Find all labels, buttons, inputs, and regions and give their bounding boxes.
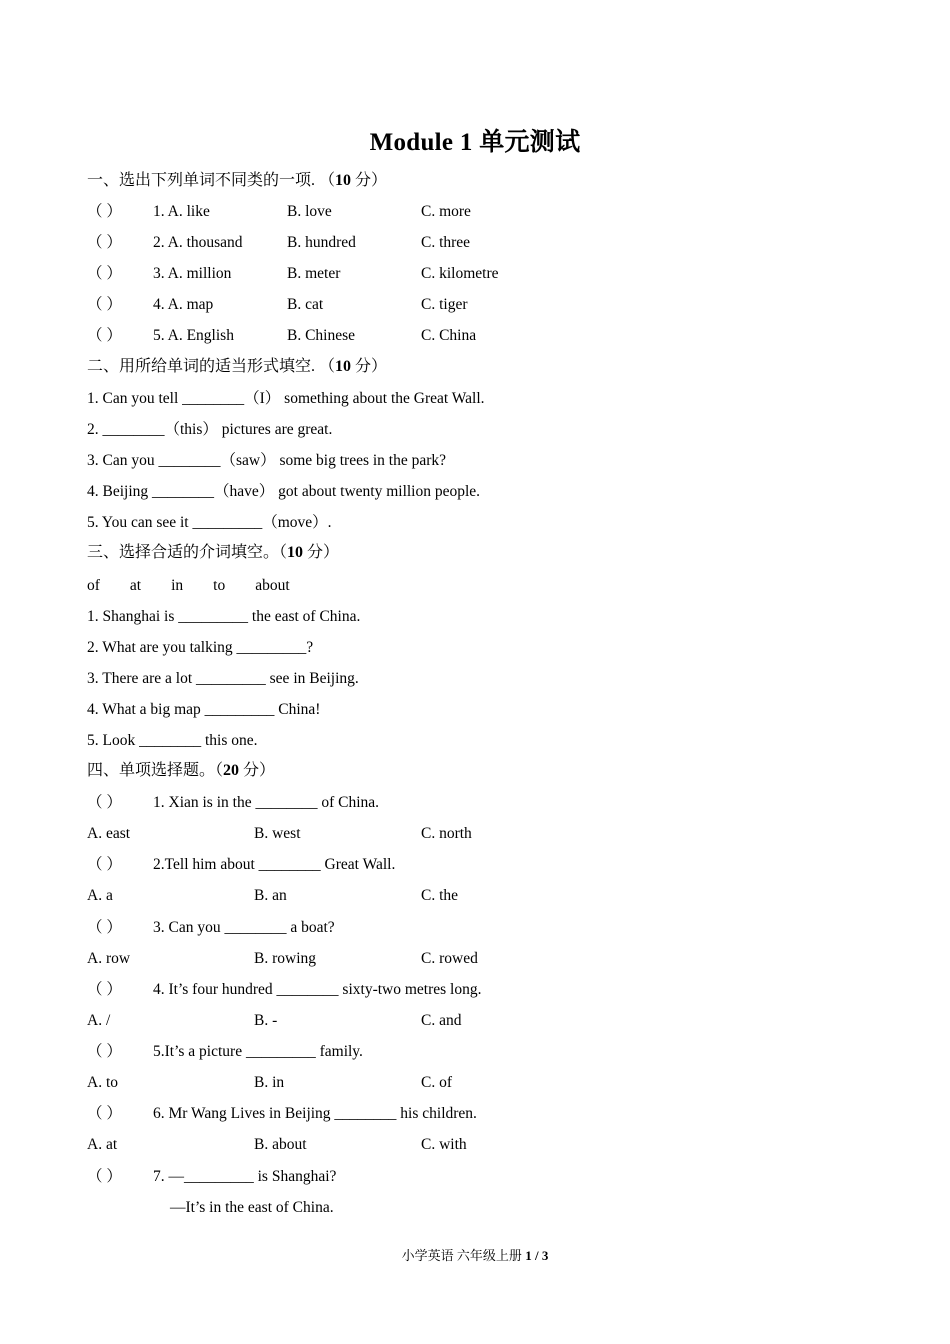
option-c: C. and — [421, 1012, 462, 1029]
option-a: 2. A. thousand — [153, 234, 243, 251]
option-c: C. three — [421, 234, 471, 251]
answer-paren: （ ） — [87, 1168, 122, 1185]
option-b: B. love — [287, 203, 332, 220]
part3-item: 4. What a big map _________ China! — [87, 701, 321, 718]
part4-options — [87, 823, 587, 845]
section-4-heading — [87, 760, 275, 782]
answer-paren: （ ） — [87, 919, 122, 936]
option-b: B. meter — [287, 265, 341, 282]
question-text: 2.Tell him about ________ Great Wall. — [153, 856, 396, 873]
option-c: C. more — [421, 203, 471, 220]
option-a: A. east — [87, 825, 131, 842]
section-heading-suffix: 分） — [351, 172, 388, 189]
question-text: 4. It’s four hundred ________ sixty-two metres long. — [153, 981, 482, 998]
option-b: B. an — [254, 887, 287, 904]
part4-question — [87, 917, 335, 939]
answer-paren: （ ） — [87, 1105, 122, 1122]
page-total: 3 — [541, 1248, 549, 1263]
page-title: Module 1 单元测试 — [369, 129, 581, 156]
part4-question — [87, 979, 481, 1001]
part1-item — [87, 294, 587, 316]
question-text: 7. —_________ is Shanghai? — [153, 1168, 337, 1185]
option-a: A. a — [87, 887, 113, 904]
option-a: 4. A. map — [153, 296, 214, 313]
answer-paren: （ ） — [87, 856, 122, 873]
option-a: A. at — [87, 1136, 118, 1153]
part4-options — [87, 1134, 587, 1156]
answer-paren: （ ） — [87, 203, 122, 220]
section-heading-suffix: 分） — [351, 358, 388, 375]
section-heading-suffix: 分） — [239, 762, 276, 779]
option-b: B. cat — [287, 296, 324, 313]
answer-paren: （ ） — [87, 1043, 122, 1060]
option-c: C. north — [421, 825, 472, 842]
option-c: C. with — [421, 1136, 467, 1153]
option-a: A. row — [87, 950, 131, 967]
section-2-heading — [87, 356, 387, 378]
page-separator: / — [531, 1248, 542, 1263]
part3-item: 5. Look ________ this one. — [87, 732, 258, 749]
section-1-heading — [87, 170, 387, 192]
page-number: 1 — [525, 1248, 532, 1263]
part1-item — [87, 263, 587, 285]
section-heading-suffix: 分） — [303, 544, 340, 561]
part4-options — [87, 948, 587, 970]
part4-question — [87, 854, 395, 876]
part4-question — [87, 1166, 336, 1188]
option-b: B. west — [254, 825, 301, 842]
answer-paren: （ ） — [87, 234, 122, 251]
option-b: B. hundred — [287, 234, 356, 251]
section-points: 20 — [223, 762, 240, 779]
question-text: 1. Xian is in the ________ of China. — [153, 794, 380, 811]
question-text: 5.It’s a picture _________ family. — [153, 1043, 363, 1060]
option-c: C. the — [421, 887, 459, 904]
option-a: 5. A. English — [153, 327, 234, 344]
option-b: B. in — [254, 1074, 285, 1091]
section-points: 10 — [335, 172, 352, 189]
word-bank-item: of — [87, 577, 100, 594]
part4-question — [87, 792, 379, 814]
part2-item: 1. Can you tell ________（I） something about the Great Wall. — [87, 390, 485, 407]
option-c: C. of — [421, 1074, 452, 1091]
part1-item — [87, 201, 587, 223]
answer-paren: （ ） — [87, 981, 122, 998]
word-bank-item: at — [129, 577, 142, 594]
option-c: C. rowed — [421, 950, 478, 967]
part4-options — [87, 885, 587, 907]
section-heading-text: 二、用所给单词的适当形式填空. （ — [87, 358, 336, 375]
part3-item: 3. There are a lot _________ see in Beijing. — [87, 670, 359, 687]
part4-question — [87, 1041, 363, 1063]
word-bank-item: in — [171, 577, 184, 594]
part4-options — [87, 1010, 587, 1032]
section-points: 10 — [335, 358, 352, 375]
answer-paren: （ ） — [87, 296, 122, 313]
answer-paren: （ ） — [87, 265, 122, 282]
page-footer — [0, 1245, 950, 1264]
option-c: C. tiger — [421, 296, 468, 313]
dialogue-answer: —It’s in the east of China. — [170, 1199, 334, 1216]
section-heading-text: 三、选择合适的介词填空。（ — [87, 544, 288, 561]
option-b: B. Chinese — [287, 327, 356, 344]
part4-question — [87, 1103, 477, 1125]
part3-item: 2. What are you talking _________? — [87, 639, 314, 656]
word-bank-item: about — [255, 577, 290, 594]
section-points: 10 — [287, 544, 304, 561]
part2-item: 3. Can you ________（saw） some big trees in the park? — [87, 452, 447, 469]
option-a: 1. A. like — [153, 203, 210, 220]
option-a: 3. A. million — [153, 265, 232, 282]
footer-text: 小学英语 六年级上册 — [401, 1248, 526, 1263]
section-heading-text: 四、单项选择题。（ — [87, 762, 224, 779]
question-text: 6. Mr Wang Lives in Beijing ________ his children. — [153, 1105, 477, 1122]
option-b: B. about — [254, 1136, 307, 1153]
part2-item: 2. ________（this） pictures are great. — [87, 421, 333, 438]
part4-options — [87, 1072, 587, 1094]
answer-paren: （ ） — [87, 794, 122, 811]
option-c: C. China — [421, 327, 477, 344]
option-c: C. kilometre — [421, 265, 499, 282]
option-b: B. rowing — [254, 950, 316, 967]
part2-item: 4. Beijing ________（have） got about twenty million people. — [87, 483, 481, 500]
question-text: 3. Can you ________ a boat? — [153, 919, 335, 936]
part2-item: 5. You can see it _________（move）. — [87, 514, 332, 531]
part3-item: 1. Shanghai is _________ the east of China. — [87, 608, 361, 625]
word-bank-item: to — [213, 577, 226, 594]
section-3-heading — [87, 542, 339, 564]
section-heading-text: 一、选出下列单词不同类的一项. （ — [87, 172, 336, 189]
option-a: A. to — [87, 1074, 118, 1091]
answer-paren: （ ） — [87, 327, 122, 344]
part1-item — [87, 232, 587, 254]
option-a: A. / — [87, 1012, 111, 1029]
part1-item — [87, 325, 587, 347]
option-b: B. - — [254, 1012, 278, 1029]
word-bank — [87, 575, 320, 597]
